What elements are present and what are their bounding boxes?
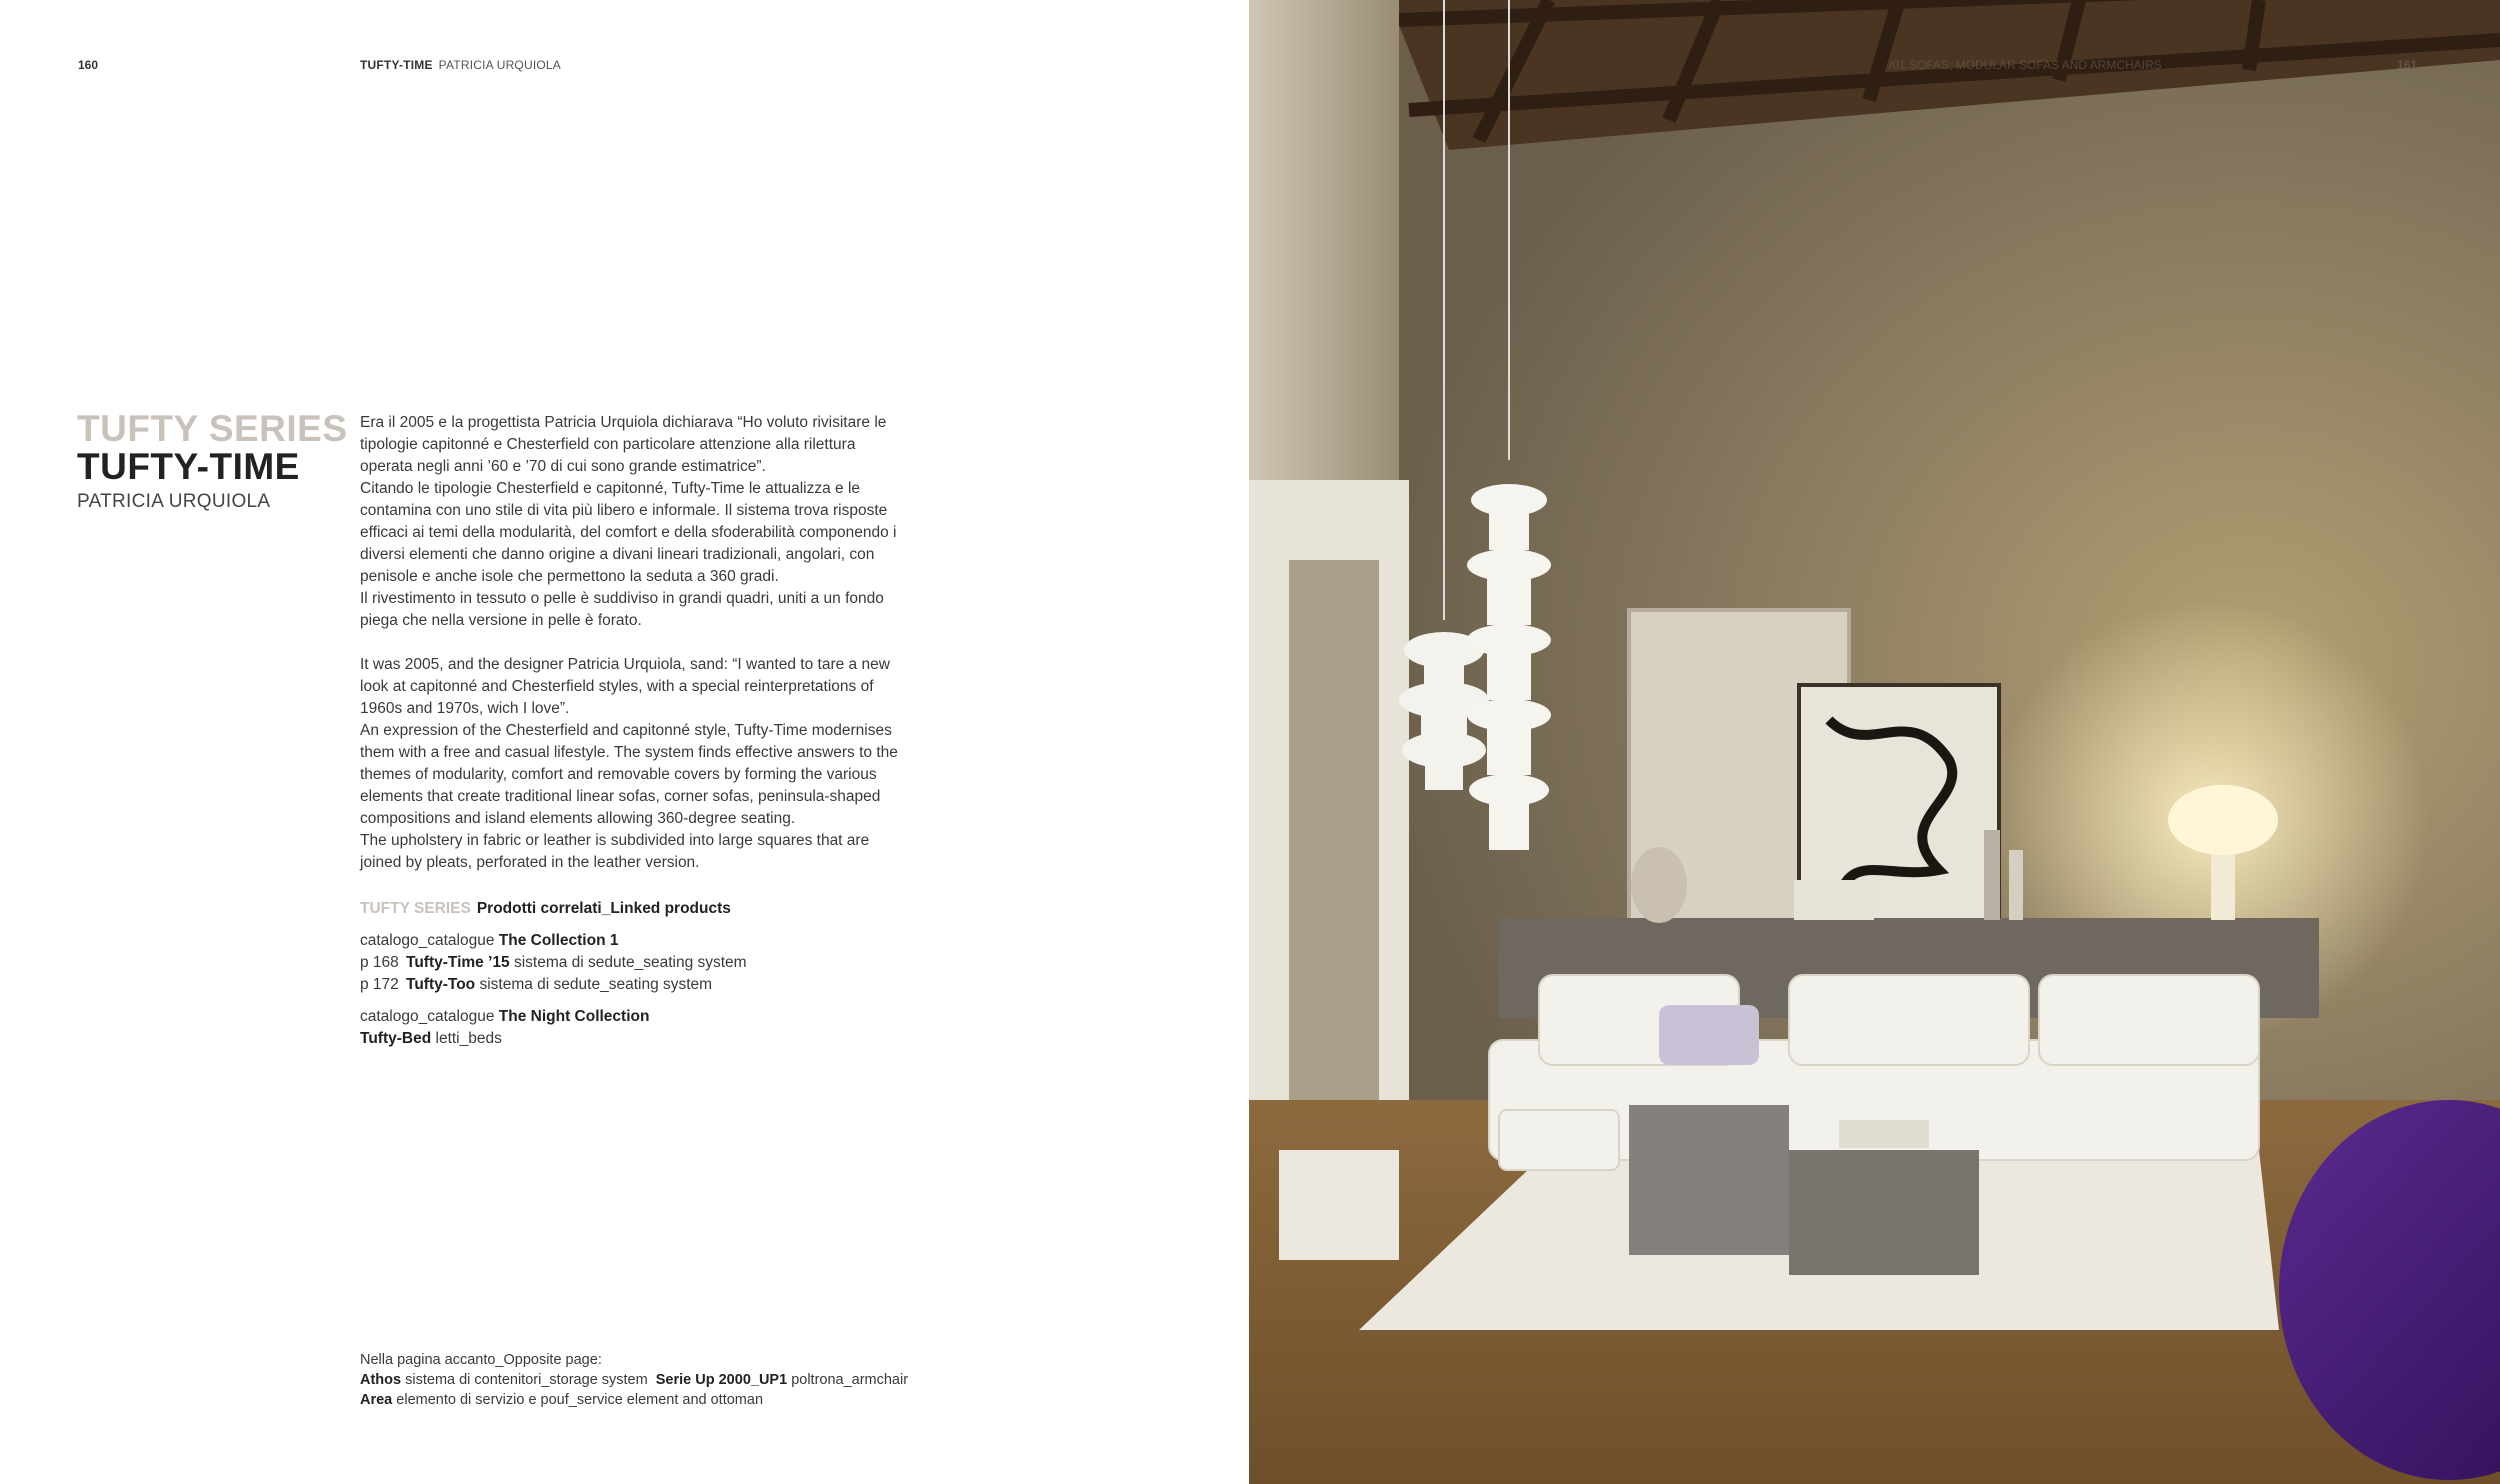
caption-c-name: Area	[360, 1392, 393, 1408]
caption-a-name: Athos	[360, 1372, 402, 1388]
series-title: TUFTY SERIES	[77, 408, 348, 449]
title-block	[77, 410, 348, 514]
ottoman	[1279, 1150, 1399, 1260]
linked-products	[360, 898, 920, 1060]
collection-1-prefix: catalogo_catalogue	[360, 932, 495, 949]
collection-1-line	[360, 930, 920, 952]
table-lamp-base	[2211, 850, 2235, 920]
caption-line-2	[360, 1390, 960, 1410]
bottle-1	[1984, 830, 2000, 920]
body-text	[360, 412, 900, 874]
collection-2-group	[360, 1006, 920, 1050]
caption-intro: Nella pagina accanto_Opposite page:	[360, 1352, 602, 1368]
vase	[1631, 847, 1687, 923]
photo-caption	[360, 1350, 960, 1410]
running-head-designer: PATRICIA URQUIOLA	[438, 58, 561, 72]
caption-line-1	[360, 1370, 960, 1390]
right-page	[1249, 0, 2500, 1484]
left-page	[0, 0, 1249, 1484]
table-lamp-shade	[2168, 785, 2278, 855]
linked-series-label: TUFTY SERIES	[360, 900, 471, 917]
product-title: TUFTY-TIME	[77, 446, 300, 487]
running-head	[360, 58, 561, 72]
linked-heading-text: Prodotti correlati_Linked products	[476, 900, 731, 917]
linked-item-3	[360, 1028, 920, 1050]
linked-item-1-page: p 168	[360, 954, 399, 971]
running-head-product: TUFTY-TIME	[360, 58, 433, 72]
caption-a-desc: sistema di contenitori_storage system	[405, 1372, 648, 1388]
linked-item-3-name: Tufty-Bed	[360, 1030, 432, 1047]
books	[1794, 880, 1874, 920]
collection-2-name: The Night Collection	[498, 1008, 650, 1025]
door-opening	[1289, 560, 1379, 1120]
page-number-left: 160	[78, 58, 99, 72]
english-paragraph-2: An expression of the Chesterfield and capitonné style, Tufty-Time modernises them with a free and casual lifestyle. The system finds effective answers to the themes of modularity, comfort and removable covers by forming the various elements that create traditional linear sofas, corner sofas, peninsula-shaped compositions and island elements allowing 360-degree seating.	[360, 722, 898, 827]
english-paragraph-1: It was 2005, and the designer Patricia Urquiola, sand: “I wanted to tare a new look at capitonné and Chesterfield styles, with a special reinterpretations of 1960s and 1970s, wich I love”.	[360, 656, 890, 717]
collection-2-line	[360, 1006, 920, 1028]
page-number-right: 161	[2397, 58, 2418, 72]
italian-paragraph-3: Il rivestimento in tessuto o pelle è suddiviso in grandi quadri, uniti a un fondo piega che nella versione in pelle è forato.	[360, 590, 884, 629]
table-books	[1839, 1120, 1929, 1148]
linked-item-1-desc: sistema di sedute_seating system	[513, 954, 747, 971]
designer-name: PATRICIA URQUIOLA	[77, 491, 271, 512]
italian-paragraph-1: Era il 2005 e la progettista Patricia Urquiola dichiarava “Ho voluto rivisitare le tipologie capitonné e Chesterfield con particolare attenzione alla rilettura operata negli anni ’60 e ’70 di cui sono grande estimatrice”.	[360, 414, 887, 475]
linked-item-1	[360, 952, 920, 974]
bottle-2	[2009, 850, 2023, 920]
linked-item-1-name: Tufty-Time ’15	[406, 954, 510, 971]
collection-1-name: The Collection 1	[498, 932, 619, 949]
interior-photo	[1249, 0, 2500, 1484]
linked-item-2-page: p 172	[360, 976, 399, 993]
caption-b-name: Serie Up 2000_UP1	[655, 1372, 788, 1388]
coffee-table-2	[1789, 1150, 1979, 1275]
linked-item-2-name: Tufty-Too	[406, 976, 476, 993]
lilac-cushion	[1659, 1005, 1759, 1065]
linked-item-2-desc: sistema di sedute_seating system	[479, 976, 713, 993]
italian-paragraph-2: Citando le tipologie Chesterfield e capitonné, Tufty-Time le attualizza e le contamina con uno stile di vita più libero e informale. Il sistema trova risposte efficaci ai temi della modularità, del comfort e della sfoderabilità componendo i diversi elementi che danno origine a divani lineari tradizionali, angolari, con penisole e anche isole che permettono la seduta a 360 gradi.	[360, 480, 897, 585]
caption-c-desc: elemento di servizio e pouf_service element and ottoman	[396, 1392, 764, 1408]
linked-item-2	[360, 974, 920, 996]
english-paragraph-3: The upholstery in fabric or leather is subdivided into large squares that are joined by pleats, perforated in the leather version.	[360, 832, 870, 871]
linked-products-heading	[360, 898, 920, 920]
collection-2-prefix: catalogo_catalogue	[360, 1008, 495, 1025]
linked-item-3-desc: letti_beds	[435, 1030, 502, 1047]
running-head-right: /01 SOFAS, MODULAR SOFAS AND ARMCHAIRS	[1889, 58, 2162, 72]
coffee-table-1	[1629, 1105, 1789, 1255]
collection-1-group	[360, 930, 920, 996]
caption-b-desc: poltrona_armchair	[791, 1372, 909, 1388]
